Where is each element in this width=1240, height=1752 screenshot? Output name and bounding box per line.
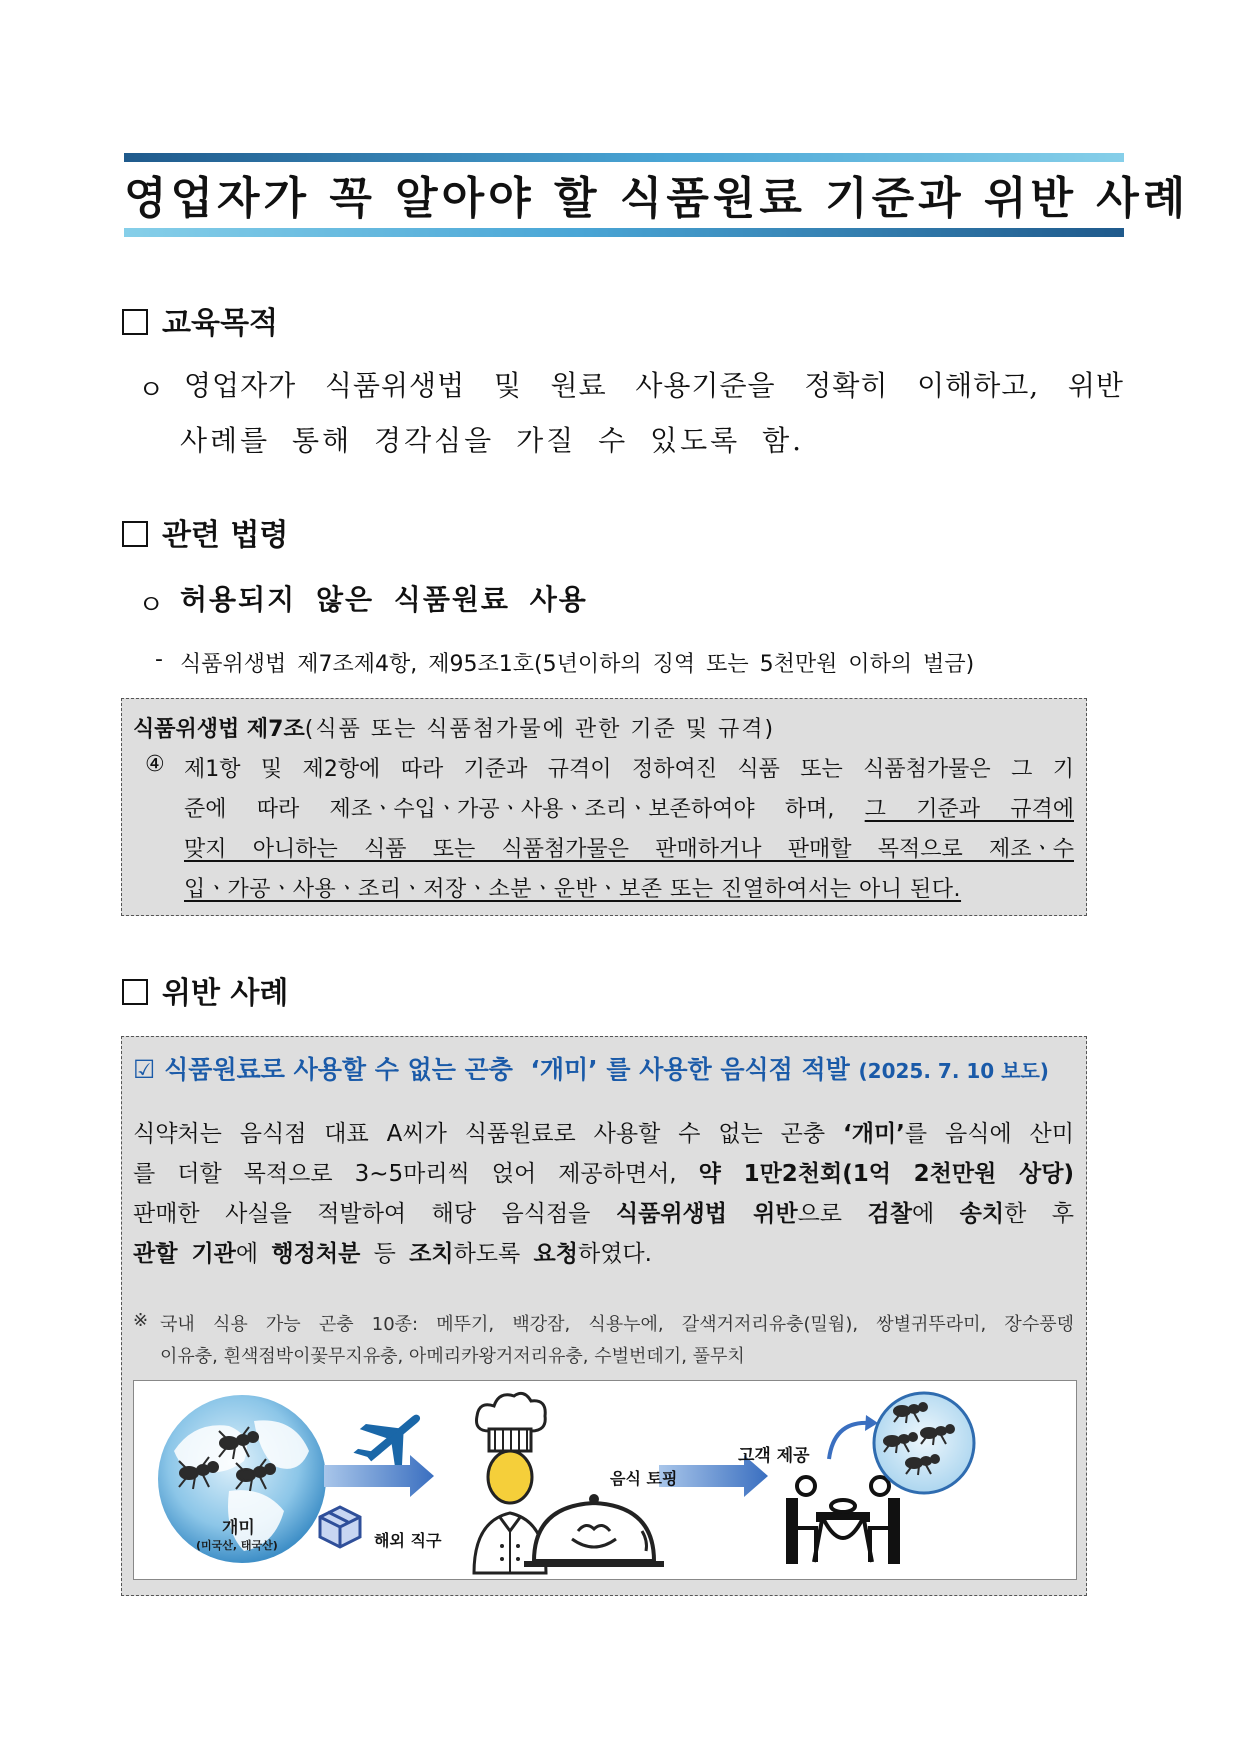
serve-label: 고객 제공	[738, 1446, 810, 1466]
case-p1-a: 식약처는 음식점 대표 A씨가 식품원료로 사용할 수 없는 곤충	[133, 1121, 826, 1147]
law-subheading: 허용되지 않은 식품원료 사용	[180, 583, 588, 616]
checkbox-icon	[122, 309, 148, 335]
case-paragraph-line-2	[133, 1155, 1074, 1188]
section-law-heading	[122, 510, 288, 554]
case-p3-f: 송치	[959, 1201, 1005, 1227]
checkbox-icon	[122, 979, 148, 1005]
arrow-icon	[324, 1455, 434, 1497]
case-p3-e: 에	[911, 1201, 935, 1227]
direct-buy-label: 해외 직구	[374, 1531, 442, 1550]
law-box-line-2	[184, 792, 1074, 823]
section-purpose-heading	[122, 298, 278, 342]
parcel-icon	[320, 1507, 360, 1547]
checked-box-icon: ☑	[133, 1055, 156, 1084]
note-mark: ※	[133, 1310, 149, 1331]
title-bottom-bar	[124, 228, 1124, 237]
case-p4-d: 등	[373, 1241, 396, 1267]
law-box-line-1: 제1항 및 제2항에 따라 기준과 규격이 정하여진 식품 또는 식품첨가물은 그 기	[184, 757, 1074, 782]
globe-sublabel: (미국산, 태국산)	[196, 1539, 278, 1552]
purpose-line-1: 영업자가 식품위생법 및 원료 사용기준을 정확히 이해하고, 위반	[184, 369, 1124, 402]
note-line-1: 국내 식용 가능 곤충 10종: 메뚜기, 백강잠, 식용누에, 갈색거저리유충(밀웜), 쌍별귀뚜라미, 장수풍뎅	[160, 1314, 1074, 1335]
case-p3-b: 식품위생법 위반	[615, 1201, 798, 1227]
case-p3-c: 으로	[797, 1201, 843, 1227]
law-box-line-2a: 준에 따라 제조ㆍ수입ㆍ가공ㆍ사용ㆍ조리ㆍ보존하여야 하며,	[184, 797, 835, 822]
case-p4-f: 하도록	[453, 1241, 521, 1267]
law-box-line-3	[184, 832, 1074, 863]
case-p4-g: 요청	[533, 1241, 578, 1267]
case-paragraph-line-3	[133, 1195, 1074, 1228]
law-box-title-bold: 식품위생법 제7조	[133, 717, 305, 742]
law-citation: 식품위생법 제7조제4항, 제95조1호(5년이하의 징역 또는 5천만원 이하의 벌금)	[180, 652, 975, 677]
law-box-num: ④	[145, 752, 165, 777]
case-paragraph-line-4	[133, 1235, 652, 1268]
case-p3-d: 검찰	[867, 1201, 912, 1227]
purpose-line-2: 사례를 통해 경각심을 가질 수 있도록 함.	[180, 424, 805, 457]
case-p4-b: 에	[235, 1241, 259, 1267]
case-p3-a: 판매한 사실을 적발하여 해당 음식점을	[133, 1201, 591, 1227]
globe-label: 개미	[222, 1518, 255, 1538]
case-p2-a: 를 더할 목적으로 3~5마리씩 얹어 제공하면서,	[133, 1161, 677, 1187]
news-headline-a: 식품원료로 사용할 수 없는 곤충	[164, 1055, 513, 1084]
purpose-bullet: ㅇ	[138, 375, 165, 406]
news-headline-c: 를 사용한 음식점 적발	[606, 1055, 850, 1084]
section-purpose-label: 교육목적	[162, 306, 278, 341]
case-p4-h: 하였다.	[577, 1241, 652, 1267]
case-p1-c: 를 음식에 산미	[904, 1121, 1074, 1147]
title-top-bar	[124, 153, 1124, 162]
case-p4-a: 관할 기관	[133, 1241, 236, 1267]
case-p2-b: 약 1만2천회(1억 2천만원 상당)	[698, 1161, 1074, 1187]
news-headline-b: ‘개미’	[530, 1055, 598, 1084]
section-cases-heading	[122, 968, 288, 1012]
case-p4-e: 조치	[409, 1241, 454, 1267]
ant-bubble-icon	[874, 1393, 974, 1493]
case-paragraph-line-1	[133, 1115, 1074, 1148]
law-box-line-4	[184, 872, 961, 903]
page-title: 영업자가 꼭 알아야 할 식품원료 기준과 위반 사례	[124, 173, 1190, 224]
case-p1-b: ‘개미’	[842, 1121, 905, 1147]
case-illustration	[133, 1380, 1077, 1580]
cloche-icon	[524, 1494, 664, 1567]
law-box-title-rest: (식품 또는 식품첨가물에 관한 기준 및 규격)	[304, 717, 776, 742]
law-box-line-3-text: 맞지 아니하는 식품 또는 식품첨가물은 판매하거나 판매할 목적으로 제조ㆍ수	[184, 837, 1074, 862]
section-law-label: 관련 법령	[162, 518, 289, 553]
checkbox-icon	[122, 521, 148, 547]
news-headline	[133, 1050, 1049, 1086]
topping-label: 음식 토핑	[610, 1469, 678, 1488]
section-cases-label: 위반 사례	[162, 976, 289, 1011]
law-dash: -	[155, 647, 163, 672]
case-p4-c: 행정처분	[271, 1241, 361, 1267]
note-line-2: 이유충, 흰색점박이꽃무지유충, 아메리카왕거저리유충, 수벌번데기, 풀무치	[160, 1346, 745, 1367]
case-p3-g: 한 후	[1004, 1201, 1075, 1227]
news-headline-date: (2025. 7. 10 보도)	[858, 1059, 1049, 1083]
law-bullet: ㅇ	[138, 590, 165, 621]
law-box-title	[133, 712, 775, 743]
law-box-line-2b: 그 기준과 규격에	[864, 797, 1074, 822]
curved-arrow-icon	[829, 1423, 869, 1459]
diners-icon	[788, 1477, 898, 1562]
law-box-line-4-text: 입ㆍ가공ㆍ사용ㆍ조리ㆍ저장ㆍ소분ㆍ운반ㆍ보존 또는 진열하여서는 아니 된다.	[184, 877, 962, 902]
